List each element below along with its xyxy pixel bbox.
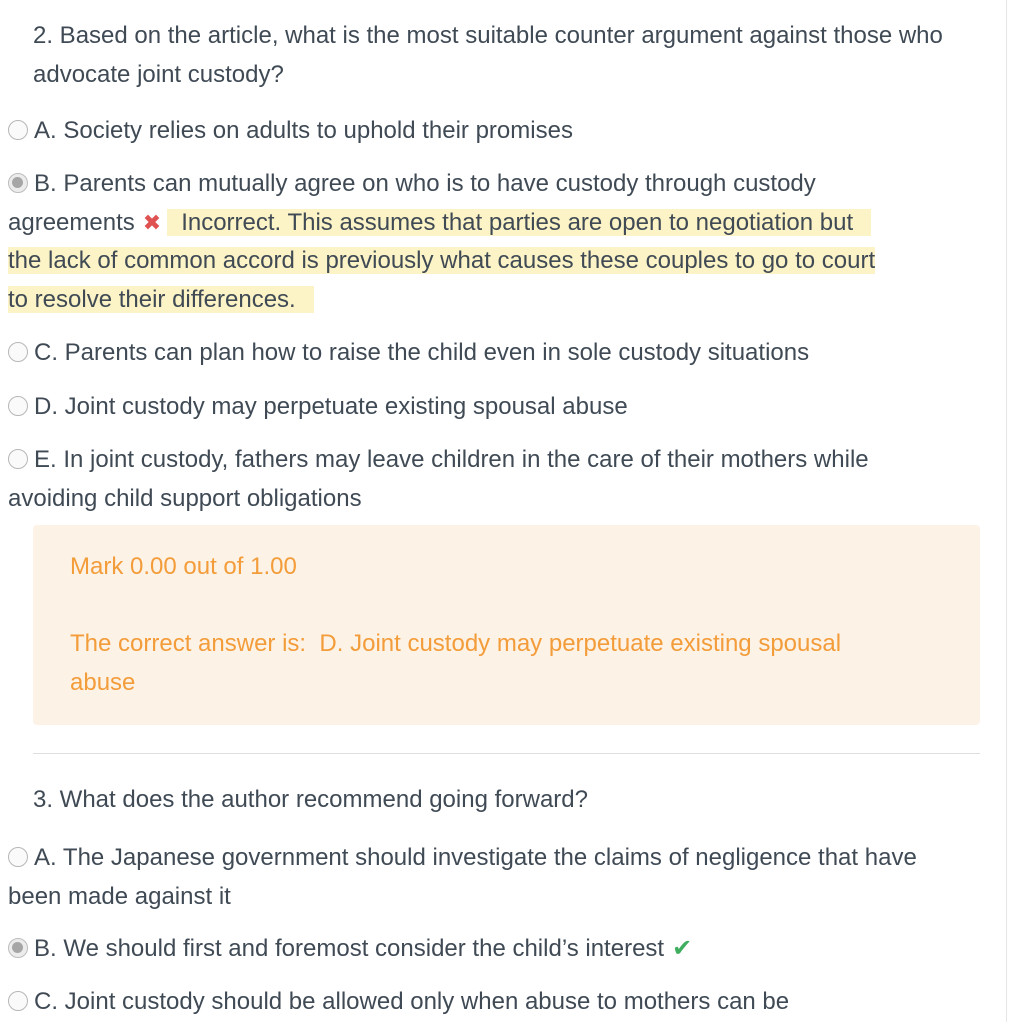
- option-label: A. The Japanese government should investigate the claims of negligence that have been made against it: [8, 844, 917, 910]
- radio-button-selected[interactable]: [8, 173, 28, 193]
- feedback-incorrect-line-3: to resolve their differences.: [8, 286, 314, 313]
- cross-icon: ✖: [142, 209, 162, 235]
- q2-option-d[interactable]: [8, 388, 943, 427]
- option-label: C. Parents can plan how to raise the child even in sole custody situations: [34, 339, 810, 366]
- correct-answer-prefix: The correct answer is:: [70, 630, 307, 657]
- correct-answer-continued: abuse: [70, 669, 136, 696]
- q2-option-c[interactable]: [8, 334, 943, 373]
- radio-button[interactable]: [8, 847, 28, 867]
- option-label: B. We should first and foremost consider the child’s interest: [34, 935, 665, 962]
- question-2-text: 2. Based on the article, what is the most suitable counter argument against those who advocate joint custody?: [33, 22, 943, 88]
- radio-button[interactable]: [8, 991, 28, 1011]
- feedback-incorrect-line-1: Incorrect. This assumes that parties are open to negotiation but: [167, 209, 871, 236]
- radio-button[interactable]: [8, 396, 28, 416]
- option-label: E. In joint custody, fathers may leave children in the care of their mothers while avoiding child support obligations: [8, 446, 869, 512]
- radio-button-selected[interactable]: [8, 938, 28, 958]
- q3-option-a[interactable]: [8, 839, 943, 916]
- question-2: [33, 16, 980, 94]
- q2-option-b[interactable]: [8, 165, 943, 319]
- q3-option-b[interactable]: [8, 930, 943, 969]
- radio-button[interactable]: [8, 342, 28, 362]
- question-3-text: 3. What does the author recommend going forward?: [33, 786, 588, 813]
- option-label: A. Society relies on adults to uphold their promises: [34, 117, 573, 144]
- radio-button[interactable]: [8, 449, 28, 469]
- question-3: [33, 780, 980, 819]
- check-icon: ✔: [672, 935, 693, 962]
- option-label: D. Joint custody may perpetuate existing spousal abuse: [34, 393, 628, 420]
- radio-button[interactable]: [8, 120, 28, 140]
- question-2-feedback: [33, 525, 980, 725]
- q2-option-a[interactable]: [8, 112, 943, 151]
- option-label: C. Joint custody should be allowed only when abuse to mothers can be: [34, 988, 790, 1015]
- q2-option-e[interactable]: [8, 441, 943, 518]
- option-label-line-1: B. Parents can mutually agree on who is to have custody through custody: [34, 170, 816, 197]
- option-label-line-2: agreements: [8, 208, 135, 236]
- question-divider: [33, 753, 980, 754]
- correct-answer-line: [70, 624, 950, 702]
- mark-text: Mark 0.00 out of 1.00: [70, 553, 297, 580]
- q3-option-c[interactable]: [8, 983, 943, 1022]
- feedback-incorrect-line-2: the lack of common accord is previously what causes these couples to go to court: [8, 247, 876, 274]
- correct-answer: D. Joint custody may perpetuate existing spousal: [319, 630, 842, 657]
